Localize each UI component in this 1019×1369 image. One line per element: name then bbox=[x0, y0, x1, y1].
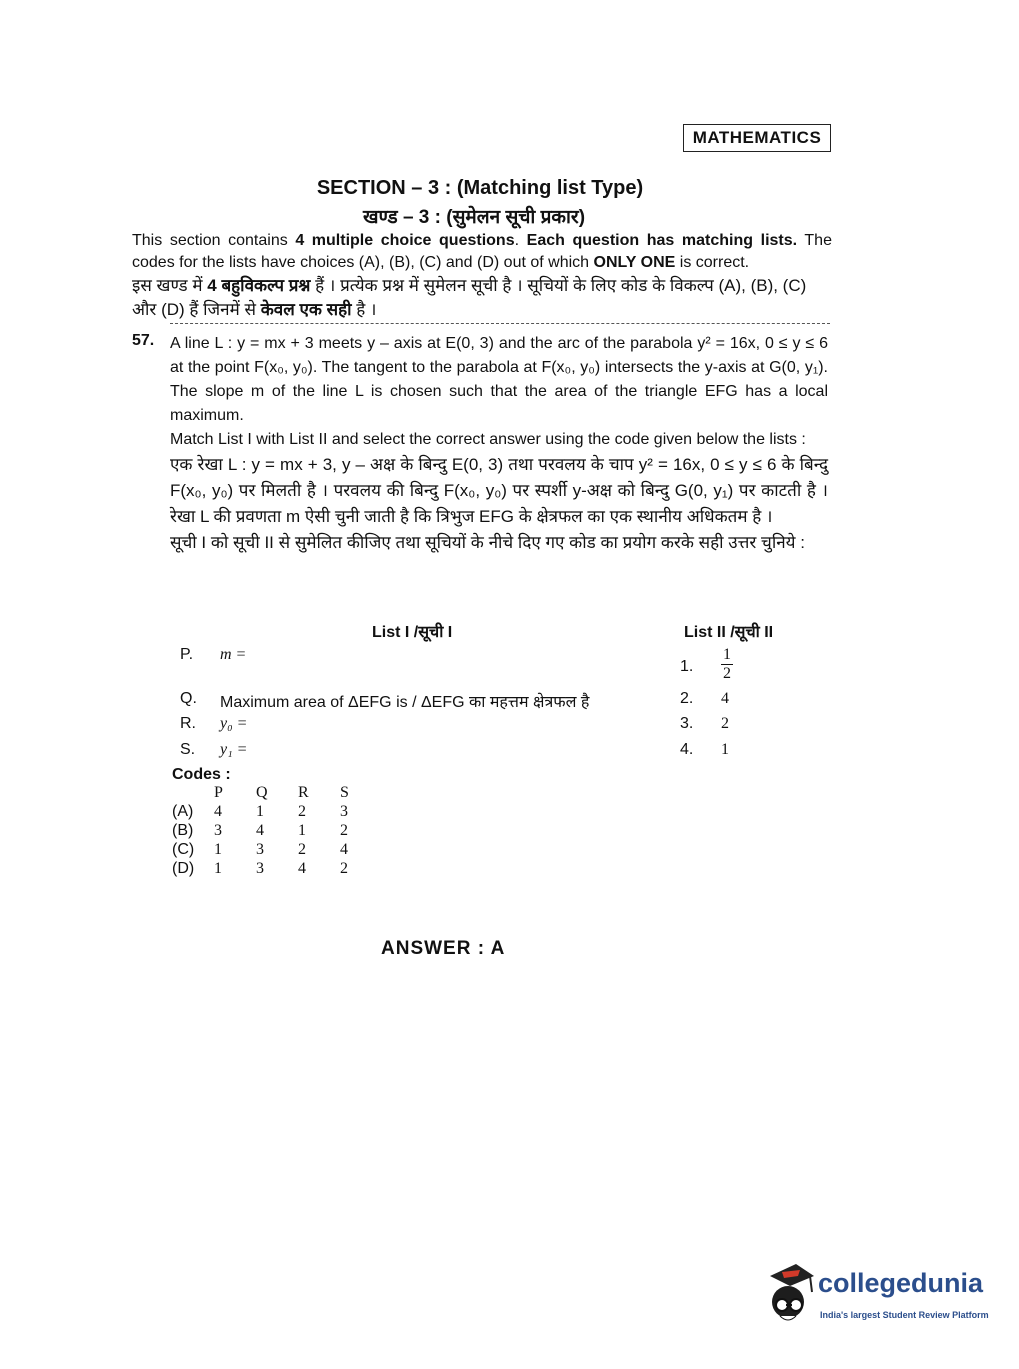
collegedunia-logo: collegedunia India's largest Student Review Platform bbox=[760, 1262, 990, 1332]
question-instruction-hi: सूची I को सूची II से सुमेलित कीजिए तथा सूचियों के नीचे दिए गए कोड का प्रयोग करके सही उत्तर चुनिये : bbox=[170, 533, 805, 552]
question-text-hi: एक रेखा L : y = mx + 3, y – अक्ष के बिन्दु E(0, 3) तथा परवलय के चाप y² = 16x, 0 ≤ y ≤ 6 के बिन्दु F(x₀, y₀) पर मिलती है । परवलय की बिन्दु F(x₀, y₀) पर स्पर्शी y-अक्ष को बिन्दु G(0, y₁) पर काटती है । रेखा L की प्रवणता m ऐसी चुनी जाती है कि त्रिभुज EFG के क्षेत्रफल का एक स्थानीय अधिकतम है । bbox=[170, 455, 828, 526]
section-title-hindi: खण्ड – 3 : (सुमेलन सूची प्रकार) bbox=[362, 207, 586, 228]
question-body bbox=[170, 332, 828, 556]
code-option-b: (B) 3 4 1 2 bbox=[172, 821, 348, 839]
list2-heading: List II /सूची II bbox=[684, 624, 774, 641]
question-number: 57. bbox=[132, 332, 155, 349]
section-title: SECTION – 3 : (Matching list Type) bbox=[316, 177, 644, 199]
section-intro-hindi: इस खण्ड में 4 बहुविकल्प प्रश्न हैं । प्रत्येक प्रश्न में सुमेलन सूची है । सूचियों के लिए कोड के विकल्प (A), (B), (C) और (D) हैं जिनमें से केवल एक सही है । bbox=[132, 276, 807, 319]
code-option-a: (A) 4 1 2 3 bbox=[172, 802, 348, 820]
code-option-c: (C) 1 3 2 4 bbox=[172, 840, 348, 858]
question-text-en: A line L : y = mx + 3 meets y – axis at E(0, 3) and the arc of the parabola y² = 16x, 0 ≤ y ≤ 6 at the point F(x₀, y₀). The tangent to the parabola at F(x₀, y₀) intersects the y-axis at G(0, y₁). The slope m of the line L is chosen such that the area of the triangle EFG has a local maximum. bbox=[170, 335, 828, 424]
list1-row-p: P. m = bbox=[180, 646, 247, 663]
fraction-one-half: 1 2 bbox=[723, 646, 731, 682]
codes-table bbox=[172, 783, 382, 878]
list1-heading: List I /सूची I bbox=[372, 624, 453, 641]
divider bbox=[170, 323, 830, 324]
answer: ANSWER : A bbox=[381, 938, 506, 959]
code-option-d: (D) 1 3 4 2 bbox=[172, 859, 348, 877]
subject-label: MATHEMATICS bbox=[683, 124, 831, 152]
codes-title: Codes : bbox=[172, 766, 231, 783]
section-intro: This section contains 4 multiple choice questions. Each question has matching lists. The codes for the lists have choices (A), (B), (C) and (D) out of which ONLY ONE is correct. bbox=[132, 232, 832, 271]
codes-header-row: P Q R S bbox=[214, 783, 349, 801]
mascot-icon bbox=[760, 1262, 816, 1332]
list2-row-1: 1. 1 2 bbox=[680, 646, 731, 682]
question-instruction-en: Match List I with List II and select the correct answer using the code given below the lists : bbox=[170, 431, 806, 448]
